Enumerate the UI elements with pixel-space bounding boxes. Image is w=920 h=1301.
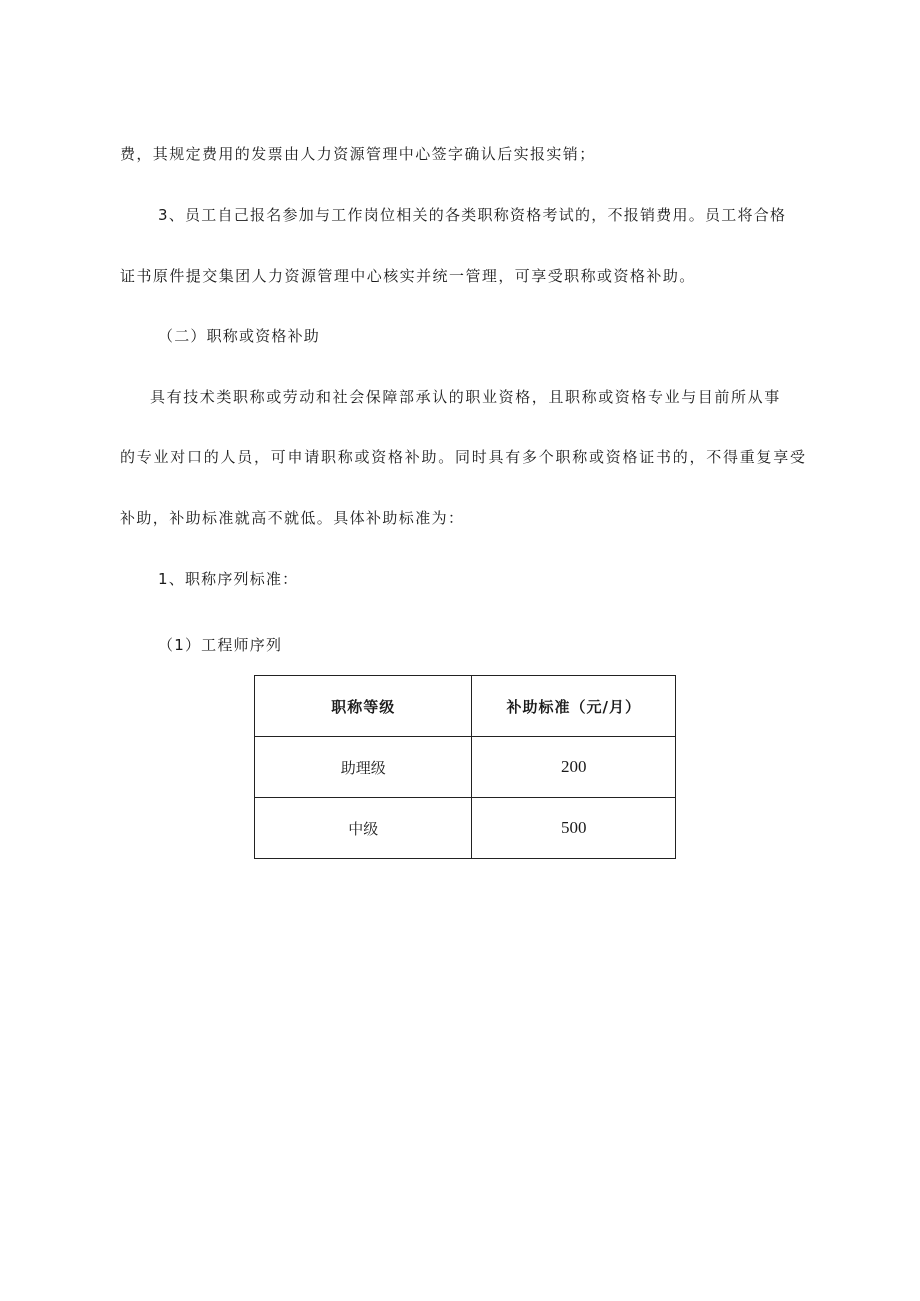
table-cell: 200 <box>472 737 676 798</box>
table-header-row <box>255 676 676 737</box>
table-row <box>255 798 676 859</box>
paragraph-line: 补助，补助标准就高不就低。具体补助标准为： <box>120 509 465 527</box>
subsection-heading: 1、职称序列标准： <box>158 570 299 588</box>
subsidy-standard-table <box>254 675 676 859</box>
paragraph-line: 费，其规定费用的发票由人力资源管理中心签字确认后实报实销； <box>120 145 596 163</box>
paragraph-line: 证书原件提交集团人力资源管理中心核实并统一管理，可享受职称或资格补助。 <box>120 267 696 285</box>
subsection-heading: （1）工程师序列 <box>158 636 283 654</box>
section-heading: （二）职称或资格补助 <box>158 327 321 345</box>
table-header-cell: 补助标准（元/月） <box>472 676 676 737</box>
table-header-cell: 职称等级 <box>255 676 472 737</box>
table-cell: 中级 <box>255 798 472 859</box>
paragraph-line: 3、员工自己报名参加与工作岗位相关的各类职称资格考试的，不报销费用。员工将合格 <box>158 206 787 224</box>
paragraph-line: 具有技术类职称或劳动和社会保障部承认的职业资格，且职称或资格专业与目前所从事 <box>150 388 781 406</box>
table-cell: 助理级 <box>255 737 472 798</box>
paragraph-line: 的专业对口的人员，可申请职称或资格补助。同时具有多个职称或资格证书的，不得重复享受 <box>120 448 807 466</box>
table-cell: 500 <box>472 798 676 859</box>
table-row <box>255 737 676 798</box>
